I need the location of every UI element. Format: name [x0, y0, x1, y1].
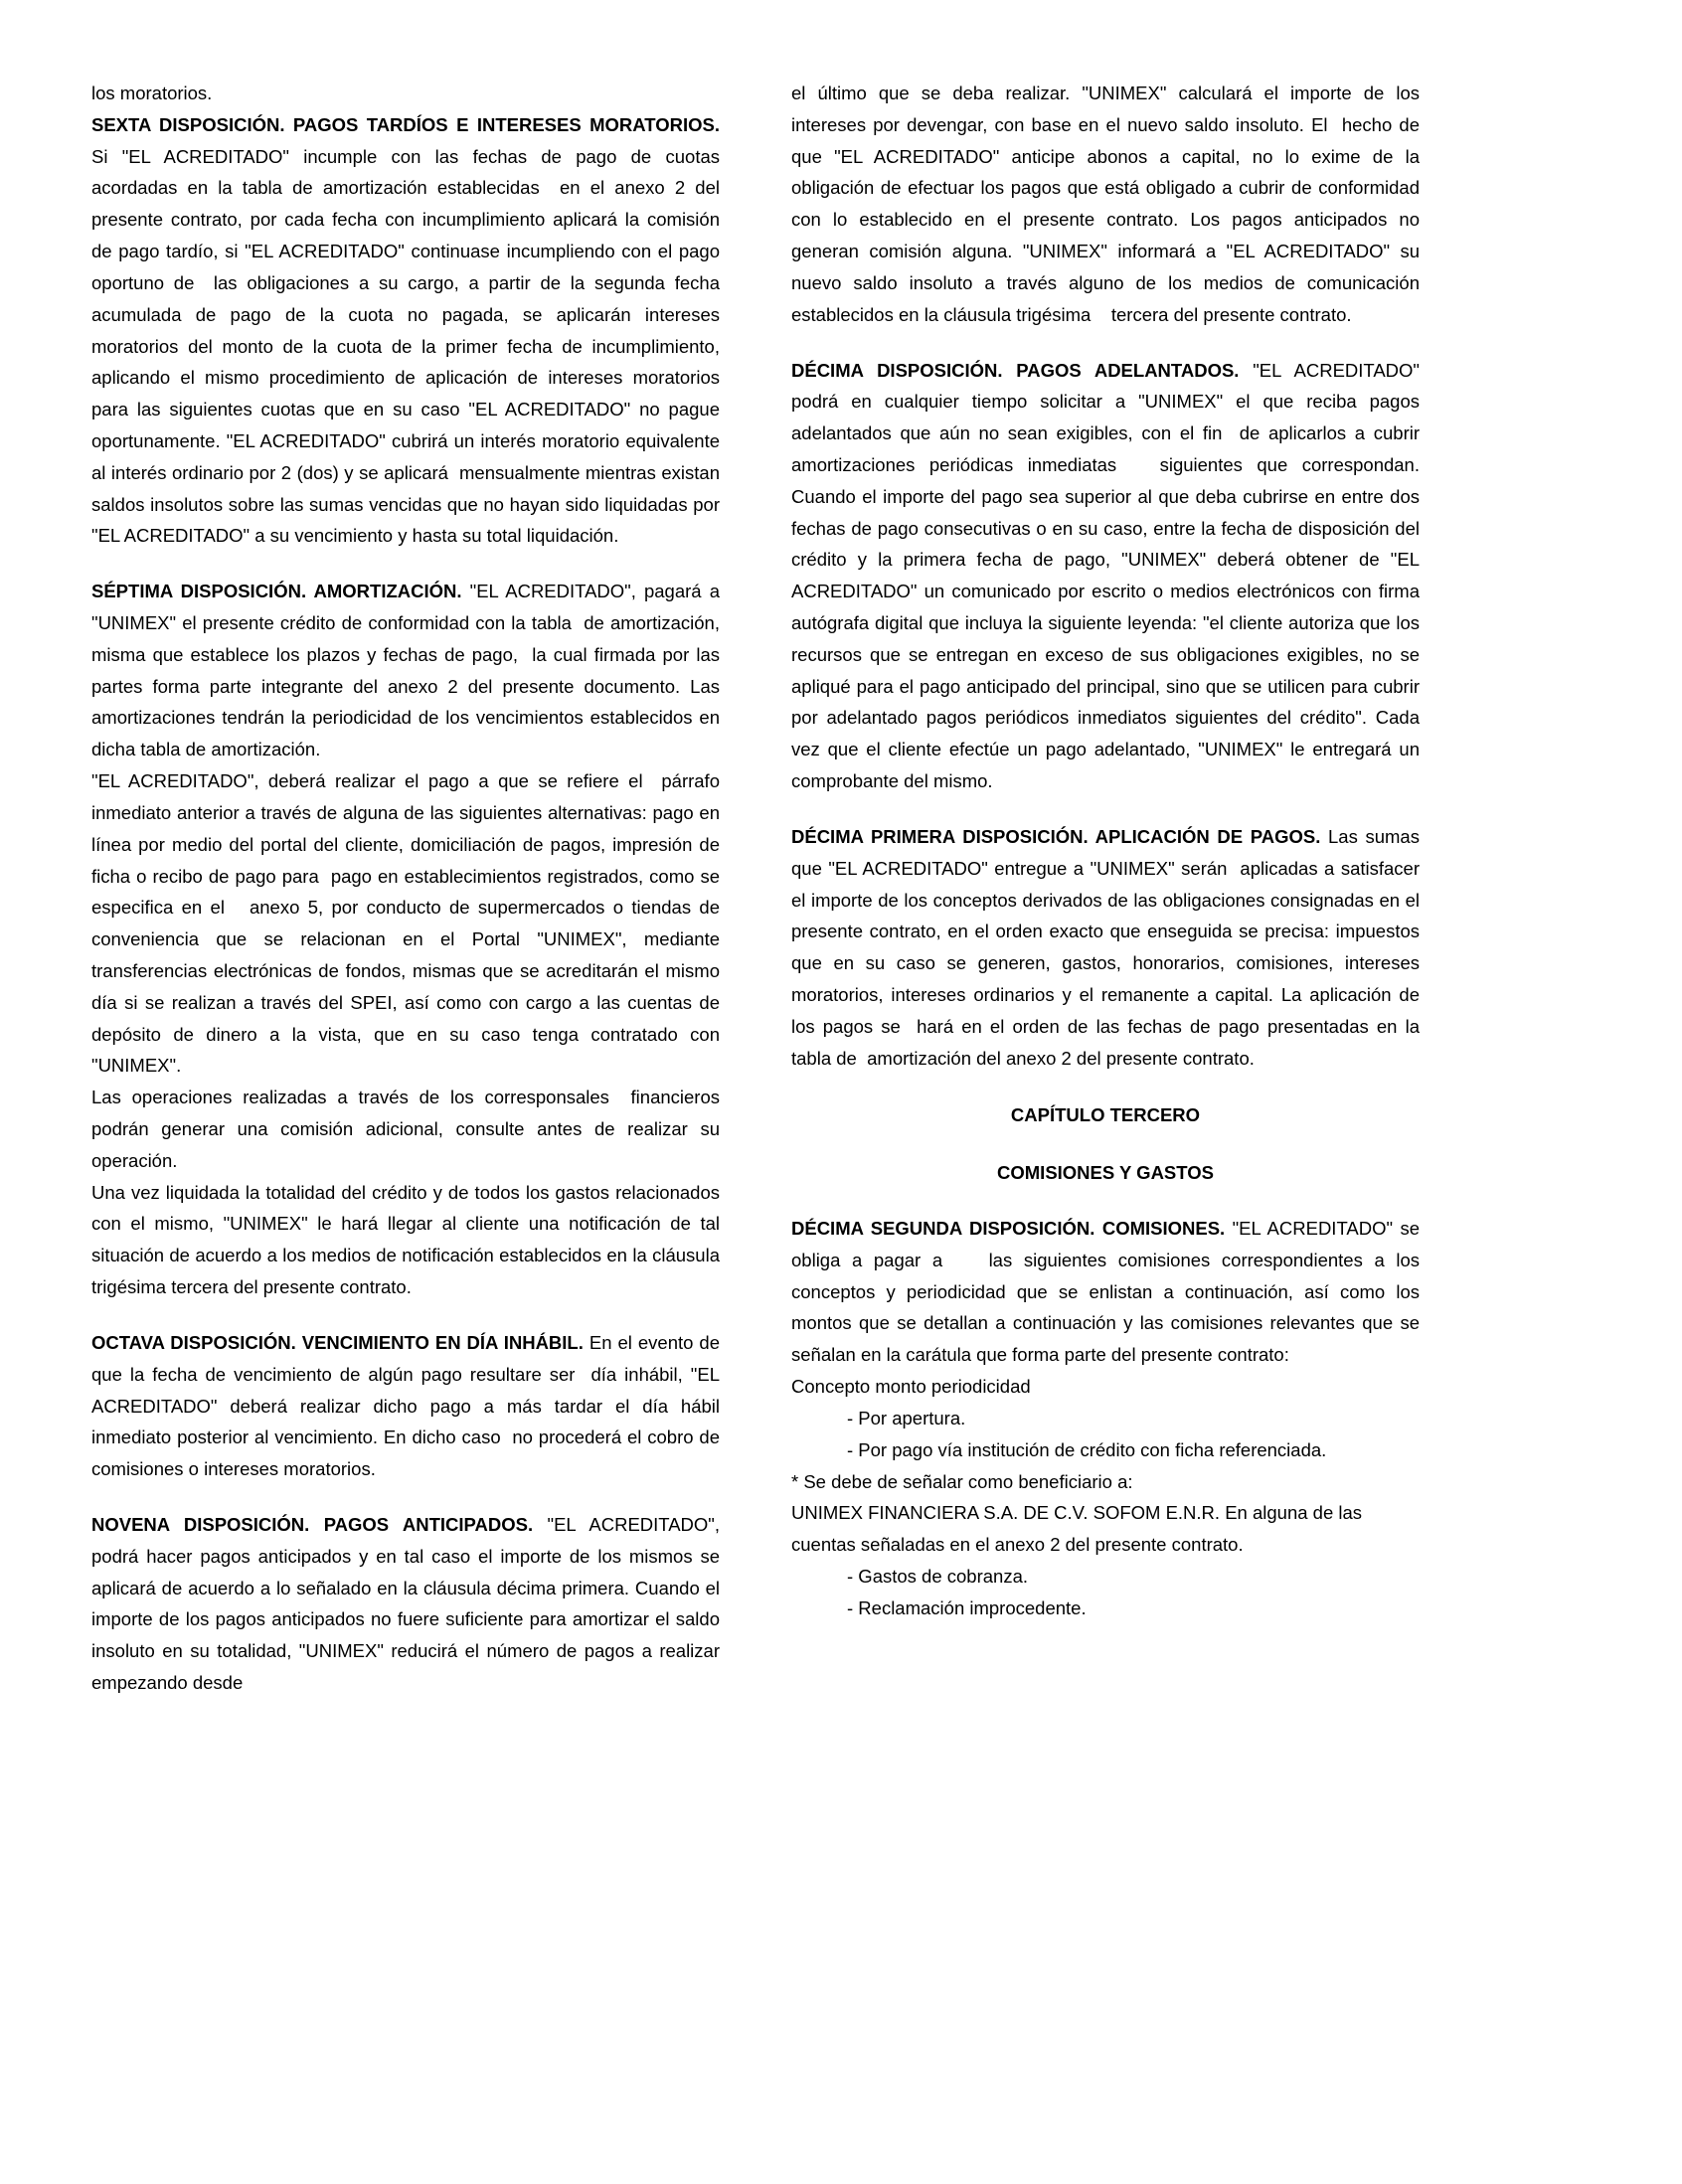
section-heading-comisiones-y-gastos: COMISIONES Y GASTOS — [997, 1162, 1214, 1184]
paragraph-concepto-monto-periodicidad — [791, 1371, 1420, 1403]
clause-heading: NOVENA DISPOSICIÓN. PAGOS ANTICIPADOS. — [91, 1513, 534, 1535]
paragraph-continuacion-anticipados — [791, 78, 1426, 331]
clause-heading: DÉCIMA DISPOSICIÓN. PAGOS ADELANTADOS. — [791, 359, 1240, 381]
clause-body: el último que se deba realizar. "UNIMEX" calculará el importe de los intereses por devengar, con base en el nuevo saldo insoluto. El hecho de que "EL ACREDITADO" anticipe abonos a capital, no lo exime de la obligación de efectuar los pagos que está obligado a cubrir de conformidad con lo establecido en el presente contrato. Los pagos anticipados no generan comisión alguna. "UNIMEX" informará a "EL ACREDITADO" su nuevo saldo insoluto a través alguno de los medios de comunicación establecidos en la cláusula trigésima tercera del presente contrato. — [791, 83, 1426, 325]
paragraph-item-por-apertura — [791, 1403, 1420, 1434]
clause-body: * Se debe de señalar como beneficiario a: — [791, 1470, 1133, 1492]
right-text-column — [791, 78, 1426, 1624]
clause-heading: OCTAVA DISPOSICIÓN. VENCIMIENTO EN DÍA INHÁBIL. — [91, 1331, 584, 1353]
paragraph-beneficiario-unimex — [791, 1497, 1420, 1561]
paragraph-frag-moratorios — [91, 78, 720, 109]
clause-body: Una vez liquidada la totalidad del crédito y de todos los gastos relacionados con el mismo, "UNIMEX" le hará llegar al cliente una notificación de tal situación de acuerdo a los medios de notificación establecidos en la cláusula trigésima tercera del presente contrato. — [91, 1181, 726, 1298]
paragraph-item-reclamacion-improcedente — [791, 1593, 1420, 1624]
clause-body: - Por pago vía institución de crédito con ficha referenciada. — [847, 1438, 1327, 1460]
clause-body: los moratorios. — [91, 83, 213, 103]
clause-body: - Reclamación improcedente. — [847, 1596, 1087, 1618]
clause-heading: SÉPTIMA DISPOSICIÓN. AMORTIZACIÓN. — [91, 581, 462, 602]
clause-body: Las operaciones realizadas a través de los corresponsales financieros podrán generar una comisión adicional, consulte antes de realizar su operación. — [91, 1087, 726, 1171]
paragraph-sexta-disposicion — [91, 109, 726, 552]
paragraph-item-gastos-cobranza — [791, 1561, 1420, 1593]
clause-body: "EL ACREDITADO" podrá en cualquier tiempo solicitar a "UNIMEX" el que reciba pagos adelantados que aún no sean exigibles, con el fin de aplicarlos a cubrir amortizaciones periódicas inmediatas siguientes que correspondan. Cuando el importe del pago sea superior al que deba cubrirse en entre dos fechas de pago consecutivas o en su caso, entre la fecha de disposición del crédito y la primera fecha de pago, "UNIMEX" deberá obtener de "EL ACREDITADO" un comunicado por escrito o medios electrónicos con firma autógrafa digital que incluya la siguiente leyenda: "el cliente autoriza que los recursos que se entregan en exceso de sus obligaciones exigibles, no se apliqué para el pago anticipado del principal, sino que se utilicen para cubrir por adelantado pagos periódicos inmediatos siguientes del crédito". Cada vez que el cliente efectúe un pago adelantado, "UNIMEX" le entregará un comprobante del mismo. — [791, 359, 1426, 792]
clause-heading: SEXTA DISPOSICIÓN. PAGOS TARDÍOS E INTERESES MORATORIOS. — [91, 113, 720, 135]
clause-body: "EL ACREDITADO", podrá hacer pagos anticipados y en tal caso el importe de los mismos se aplicará de acuerdo a lo señalado en la cláusula décima primera. Cuando el importe de los pagos anticipados no fuere suficiente para amortizar el saldo insoluto en su totalidad, "UNIMEX" reducirá el número de pagos a realizar empezando desde — [91, 1513, 726, 1693]
paragraph-octava-disposicion — [91, 1327, 726, 1485]
clause-body: Si "EL ACREDITADO" incumple con las fechas de pago de cuotas acordadas en la tabla de amortización establecidas en el anexo 2 del presente contrato, por cada fecha con incumplimiento aplicará la comisión de pago tardío, si "EL ACREDITADO" continuase incumpliendo con el pago oportuno de las obligaciones a su cargo, a partir de la segunda fecha acumulada de pago de la cuota no pagada, se aplicarán intereses moratorios del monto de la cuota de la primer fecha de incumplimiento, aplicando el mismo procedimiento de aplicación de intereses moratorios para las siguientes cuotas que en su caso "EL ACREDITADO" no pague oportunamente. "EL ACREDITADO" cubrirá un interés moratorio equivalente al interés ordinario por 2 (dos) y se aplicará mensualmente mientras existan saldos insolutos sobre las sumas vencidas que no hayan sido liquidadas por "EL ACREDITADO" a su vencimiento y hasta su total liquidación. — [91, 113, 726, 547]
paragraph-item-por-pago-via-institucion — [791, 1434, 1420, 1466]
clause-body: - Gastos de cobranza. — [847, 1565, 1029, 1587]
paragraph-nota-beneficiario — [791, 1466, 1420, 1498]
clause-body: "EL ACREDITADO" se obliga a pagar a las siguientes comisiones correspondientes a los conceptos y periodicidad que se enlistan a continuación, así como los montos que se detallan a continuación y las comisiones relevantes que se señalan en la carátula que forma parte del presente contrato: — [791, 1218, 1426, 1366]
clause-body: "EL ACREDITADO", pagará a "UNIMEX" el presente crédito de conformidad con la tabla de amortización, misma que establece los plazos y fechas de pago, la cual firmada por las partes forma parte integrante del anexo 2 del presente documento. Las amortizaciones tendrán la periodicidad de los vencimientos establecidos en dicha tabla de amortización. — [91, 581, 726, 760]
clause-heading: DÉCIMA SEGUNDA DISPOSICIÓN. COMISIONES. — [791, 1218, 1226, 1239]
left-text-column — [91, 78, 726, 1699]
paragraph-parrafo-liquidacion — [91, 1177, 726, 1303]
paragraph-parrafo-corresponsales — [91, 1082, 726, 1176]
clause-body: En el evento de que la fecha de vencimiento de algún pago resultare ser día inhábil, "EL ACREDITADO" deberá realizar dicho pago a más tardar el día hábil inmediato posterior al vencimiento. En dicho caso no procederá el cobro de comisiones o intereses moratorios. — [91, 1331, 726, 1480]
paragraph-parrafo-alternativas — [91, 765, 726, 1082]
clause-body: "EL ACREDITADO", deberá realizar el pago a que se refiere el párrafo inmediato anterior a través de alguna de las siguientes alternativas: pago en línea por medio del portal del cliente, domiciliación de pagos, impresión de ficha o recibo de pago para pago en establecimientos registrados, como se especifica en el anexo 5, por conducto de supermercados o tiendas de conveniencia que se relacionan en el Portal "UNIMEX", mediante transferencias electrónicas de fondos, mismas que se acreditarán el mismo día si se realizan a través del SPEI, así como con cargo a las cuentas de depósito de dinero a la vista, que en su caso tenga contratado con "UNIMEX". — [91, 770, 726, 1077]
paragraph-decima-primera-disposicion — [791, 821, 1426, 1075]
paragraph-septima-disposicion — [91, 576, 726, 765]
clause-body: - Por apertura. — [847, 1407, 966, 1428]
paragraph-decima-disposicion — [791, 355, 1426, 797]
two-column-layout — [91, 78, 1591, 1699]
paragraph-novena-disposicion — [91, 1509, 726, 1699]
clause-body: Concepto monto periodicidad — [791, 1376, 1031, 1398]
paragraph-decima-segunda-disposicion — [791, 1213, 1426, 1371]
clause-heading: DÉCIMA PRIMERA DISPOSICIÓN. APLICACIÓN DE PAGOS. — [791, 825, 1321, 847]
clause-body: UNIMEX FINANCIERA S.A. DE C.V. SOFOM E.N.R. En alguna de las cuentas señaladas en el anexo 2 del presente contrato. — [791, 1502, 1368, 1556]
section-heading-capitulo-tercero: CAPÍTULO TERCERO — [1010, 1104, 1201, 1126]
clause-body: Las sumas que "EL ACREDITADO" entregue a "UNIMEX" serán aplicadas a satisfacer el importe de los conceptos derivados de las obligaciones consignadas en el presente contrato, en el orden exacto que enseguida se precisa: impuestos que en su caso se generen, gastos, honorarios, comisiones, intereses moratorios, intereses ordinarios y el remanente a capital. La aplicación de los pagos se hará en el orden de las fechas de pago presentadas en la tabla de amortización del anexo 2 del presente contrato. — [791, 825, 1426, 1069]
